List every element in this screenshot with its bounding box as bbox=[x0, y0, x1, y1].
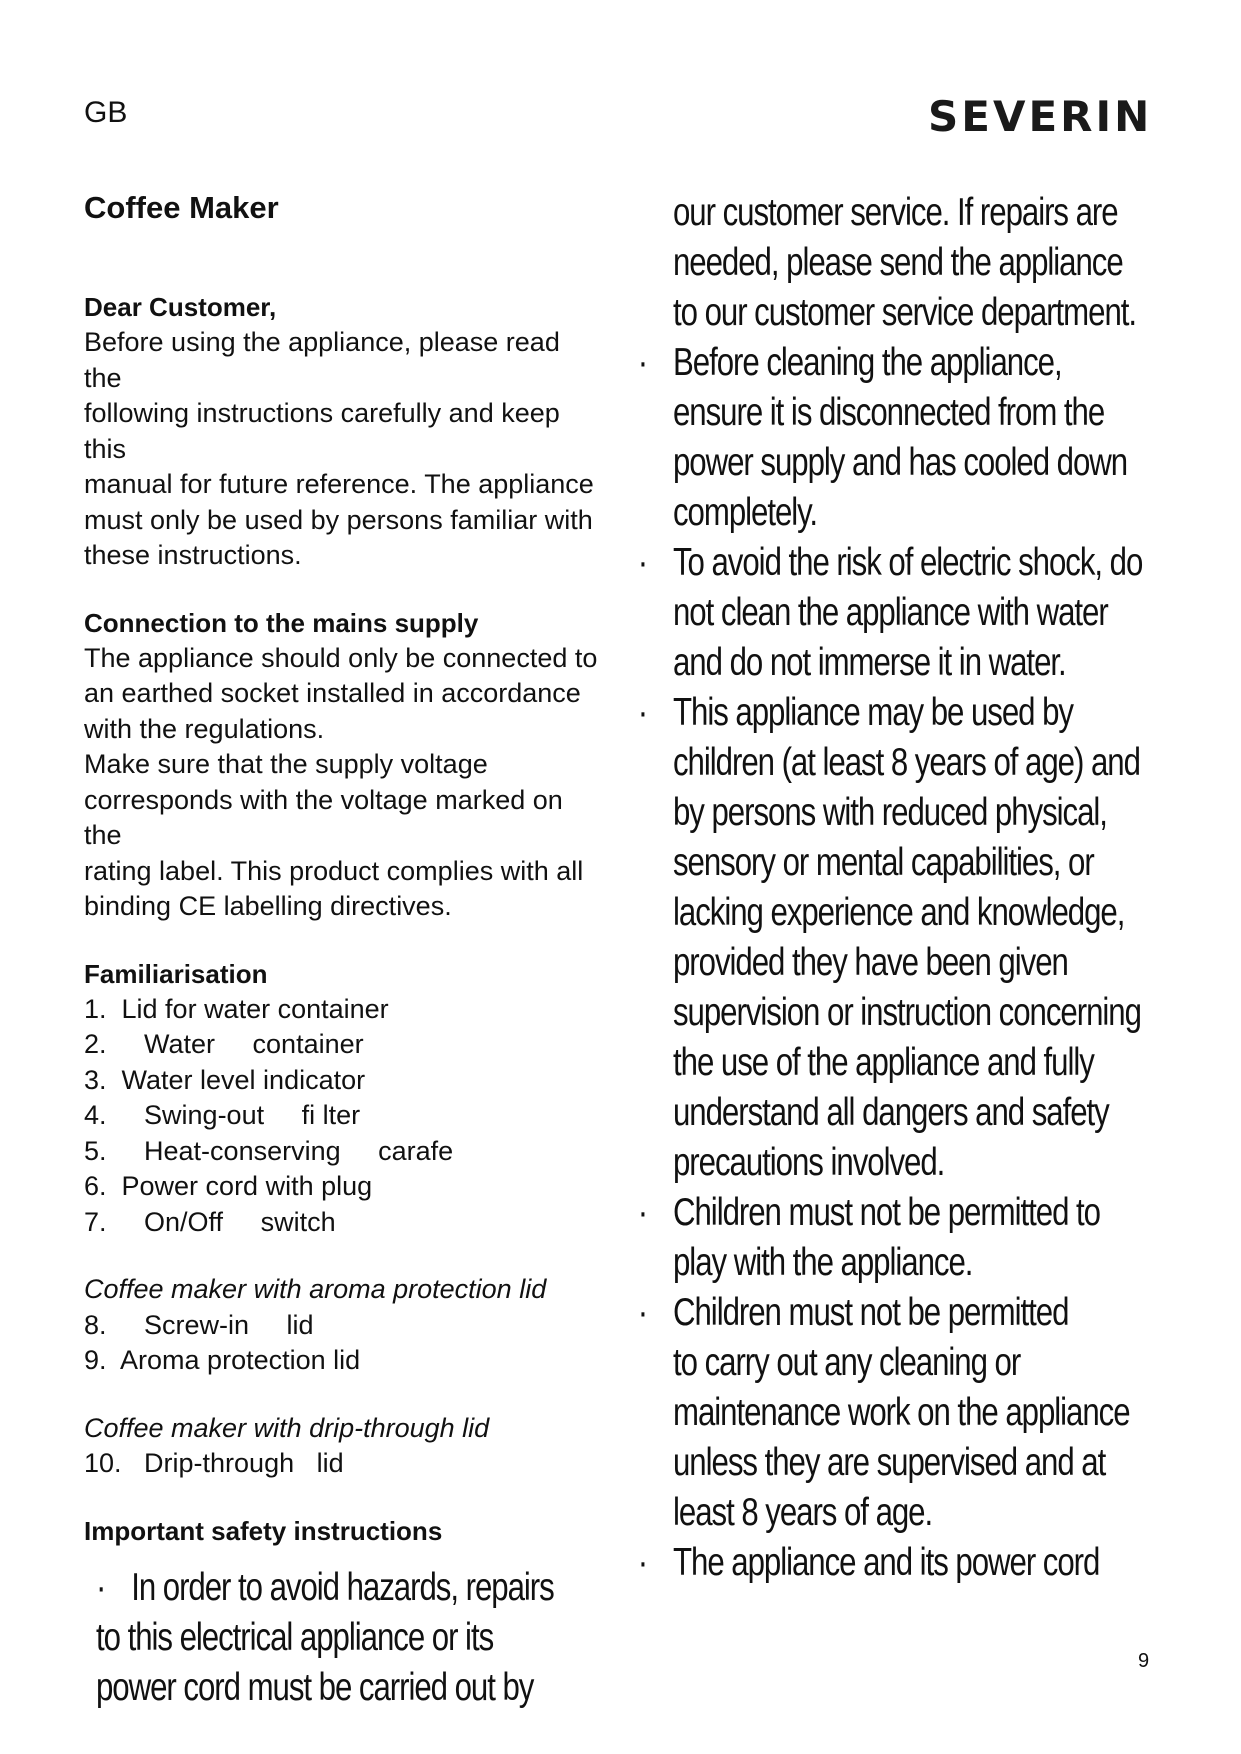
bullet-line: · Before cleaning the appliance, bbox=[638, 338, 1233, 388]
list-item: 10. Drip-through lid bbox=[84, 1448, 344, 1478]
intro-line: following instructions carefully and keep this bbox=[84, 398, 560, 464]
mains-line: Make sure that the supply voltage bbox=[84, 749, 488, 779]
text-line: maintenance work on the appliance bbox=[673, 1391, 1130, 1434]
text-line: the use of the appliance and fully bbox=[673, 1041, 1094, 1084]
text-line: to this electrical appliance or its bbox=[96, 1615, 494, 1659]
list-item: 2. Water container bbox=[84, 1029, 364, 1059]
bullet-icon: · bbox=[96, 1565, 106, 1609]
familiarisation-heading: Familiarisation bbox=[84, 958, 268, 989]
safety-heading: Important safety instructions bbox=[84, 1515, 443, 1546]
intro-paragraph bbox=[84, 325, 604, 574]
aroma-subheading: Coffee maker with aroma protection lid bbox=[84, 1274, 547, 1304]
text-line: play with the appliance. bbox=[673, 1241, 973, 1284]
text-line: supervision or instruction concerning bbox=[673, 991, 1141, 1034]
text-line: sensory or mental capabilities, or bbox=[673, 841, 1094, 884]
language-code: GB bbox=[84, 96, 128, 129]
text-line: to our customer service department. bbox=[673, 291, 1137, 334]
text-line: provided they have been given bbox=[673, 941, 1068, 984]
left-column bbox=[84, 188, 604, 1713]
intro-line: these instructions. bbox=[84, 540, 302, 570]
bullet-icon: · bbox=[637, 1291, 648, 1334]
bullet-icon: · bbox=[637, 1541, 648, 1584]
text-line: precautions involved. bbox=[673, 1141, 945, 1184]
intro-line: Before using the appliance, please read the bbox=[84, 327, 560, 393]
bullet-line: · Children must not be permitted bbox=[638, 1288, 1233, 1338]
text-line: not clean the appliance with water bbox=[673, 591, 1108, 634]
parts-list bbox=[84, 992, 604, 1241]
text-line: completely. bbox=[673, 491, 818, 534]
mains-line: corresponds with the voltage marked on the bbox=[84, 784, 563, 850]
bullet-icon: · bbox=[637, 341, 648, 384]
text-line: to carry out any cleaning or bbox=[673, 1341, 1021, 1384]
text-line: lacking experience and knowledge, bbox=[673, 891, 1125, 934]
right-column bbox=[637, 188, 1233, 1588]
list-item: 9. Aroma protection lid bbox=[84, 1345, 361, 1375]
mains-line: binding CE labelling directives. bbox=[84, 891, 452, 921]
text-line: power supply and has cooled down bbox=[673, 441, 1128, 484]
list-item: 3. Water level indicator bbox=[84, 1064, 366, 1095]
aroma-parts-list bbox=[84, 1308, 604, 1379]
mains-line: with the regulations. bbox=[84, 713, 325, 744]
bullet-icon: · bbox=[637, 1191, 648, 1234]
text-line: ensure it is disconnected from the bbox=[673, 391, 1105, 434]
page-title: Coffee Maker bbox=[84, 190, 279, 225]
bullet-line: · The appliance and its power cord bbox=[638, 1538, 1233, 1588]
mains-heading: Connection to the mains supply bbox=[84, 607, 479, 638]
mains-paragraph bbox=[84, 641, 604, 925]
text-line: and do not immerse it in water. bbox=[673, 641, 1066, 684]
intro-heading: Dear Customer, bbox=[84, 292, 277, 322]
bullet-line: · To avoid the risk of electric shock, do bbox=[638, 538, 1233, 588]
safety-left-block bbox=[96, 1563, 616, 1713]
list-item: 8. Screw-in lid bbox=[84, 1309, 314, 1340]
list-item: 1. Lid for water container bbox=[84, 993, 389, 1024]
text-line: power cord must be carried out by bbox=[96, 1665, 534, 1709]
bullet-line: · In order to avoid hazards, repairs bbox=[96, 1563, 616, 1613]
list-item: 6. Power cord with plug bbox=[84, 1171, 373, 1201]
drip-parts-list bbox=[84, 1446, 604, 1482]
drip-subheading: Coffee maker with drip-through lid bbox=[84, 1412, 490, 1443]
text-line: needed, please send the appliance bbox=[673, 241, 1123, 284]
bullet-line: · Children must not be permitted to bbox=[638, 1188, 1233, 1238]
mains-line: an earthed socket installed in accordance bbox=[84, 678, 581, 708]
mains-line: The appliance should only be connected to bbox=[84, 642, 598, 673]
list-item: 5. Heat-conserving carafe bbox=[84, 1135, 454, 1166]
text-line: children (at least 8 years of age) and bbox=[673, 741, 1140, 784]
bullet-line: · This appliance may be used by bbox=[638, 688, 1233, 738]
bullet-icon: · bbox=[637, 541, 648, 584]
text-line: by persons with reduced physical, bbox=[673, 791, 1107, 834]
bullet-icon: · bbox=[637, 691, 648, 734]
intro-line: must only be used by persons familiar with bbox=[84, 504, 593, 535]
brand-logo: SEVERIN bbox=[928, 92, 1153, 141]
page-number: 9 bbox=[1138, 1650, 1150, 1672]
list-item: 7. On/Off switch bbox=[84, 1206, 336, 1237]
text-line: least 8 years of age. bbox=[673, 1491, 933, 1534]
intro-line: manual for future reference. The appliance bbox=[84, 469, 594, 499]
list-item: 4. Swing-out fi lter bbox=[84, 1100, 361, 1130]
text-line: unless they are supervised and at bbox=[673, 1441, 1106, 1484]
text-line: our customer service. If repairs are bbox=[673, 191, 1118, 234]
text-line: understand all dangers and safety bbox=[673, 1091, 1109, 1134]
mains-line: rating label. This product complies with all bbox=[84, 855, 584, 886]
